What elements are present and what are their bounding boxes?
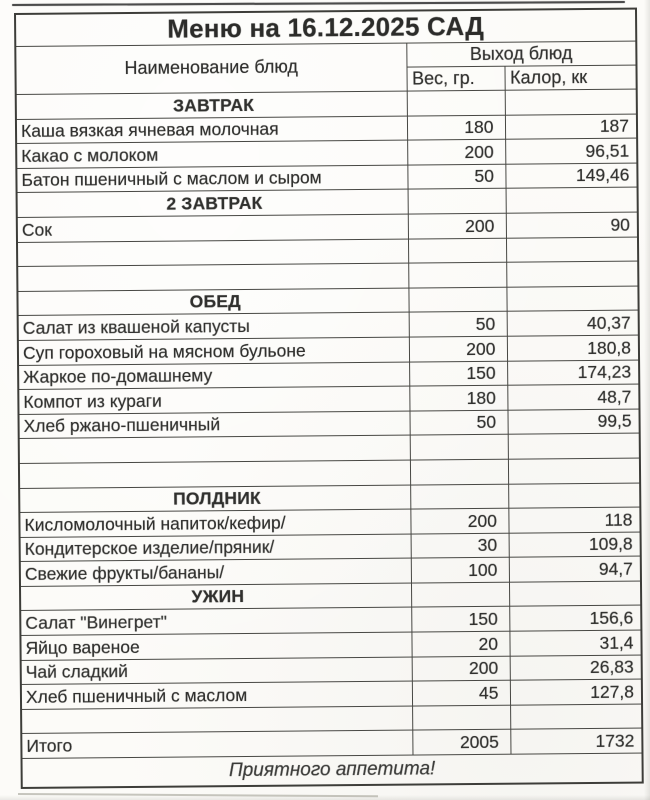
weight-value: 180 <box>409 385 507 410</box>
dish-name <box>17 263 408 291</box>
calories-value <box>508 458 640 484</box>
dish-name <box>21 706 412 734</box>
section-title: ОБЕД <box>17 288 408 316</box>
menu-body <box>16 89 643 758</box>
weight-value: 180 <box>407 115 505 140</box>
scan-edge-right-shade <box>644 0 650 800</box>
weight-value <box>408 238 506 263</box>
calories-value <box>508 433 640 459</box>
weight-value <box>408 189 506 214</box>
weight-value <box>411 582 509 607</box>
title-row <box>15 9 636 47</box>
calories-value: 31,4 <box>509 630 641 656</box>
weight-value: 200 <box>407 139 505 164</box>
calories-value: 118 <box>508 507 640 533</box>
document-title: Меню на 16.12.2025 САД <box>15 9 636 47</box>
menu-table-footer <box>22 753 643 787</box>
calories-value: 40,37 <box>507 310 639 336</box>
weight-value: 20 <box>411 631 509 656</box>
menu-document <box>14 8 644 789</box>
dish-name: Батон пшеничный с маслом и сыром <box>16 165 407 193</box>
section-title: 2 ЗАВТРАК <box>17 189 408 217</box>
scan-artifact-top-line <box>12 1 625 6</box>
calories-value: 127,8 <box>510 679 642 705</box>
weight-value: 50 <box>409 312 507 337</box>
calories-value: 94,7 <box>509 556 641 582</box>
dish-name <box>17 239 408 267</box>
section-title: ЗАВТРАК <box>16 91 407 119</box>
calories-value: 174,23 <box>507 360 639 386</box>
weight-value: 30 <box>411 533 509 558</box>
calories-value <box>506 237 638 263</box>
weight-value: 200 <box>412 656 510 681</box>
menu-table <box>14 8 644 789</box>
dish-name: Компот из кураги <box>18 386 409 414</box>
calories-value <box>509 581 641 607</box>
calories-value: 99,5 <box>507 409 639 435</box>
calories-value: 48,7 <box>507 384 639 410</box>
calories-value: 109,8 <box>509 532 641 558</box>
weight-value <box>412 705 510 730</box>
calories-value: 1732 <box>510 728 642 754</box>
calories-value: 187 <box>505 114 637 140</box>
weight-value <box>407 90 505 115</box>
weight-value: 200 <box>410 508 508 533</box>
scan-edge-bottom-shade <box>0 795 650 800</box>
weight-value <box>410 484 508 509</box>
calories-value: 149,46 <box>505 163 637 189</box>
calories-value: 26,83 <box>510 655 642 681</box>
calories-value <box>506 286 638 312</box>
dish-name: Сок <box>17 214 408 242</box>
dish-name: Жаркое по-домашнему <box>18 362 409 390</box>
column-header-output-group: Выход блюд <box>406 41 636 67</box>
weight-value: 45 <box>412 680 510 705</box>
weight-value: 50 <box>407 164 505 189</box>
dish-name: Свежие фрукты/бананы/ <box>20 558 411 586</box>
weight-value <box>410 459 508 484</box>
weight-value: 150 <box>409 361 507 386</box>
weight-value <box>410 435 508 460</box>
section-title: УЖИН <box>20 583 411 611</box>
weight-value: 200 <box>409 336 507 361</box>
calories-value <box>506 187 638 213</box>
calories-value: 96,51 <box>505 138 637 164</box>
column-header-calories: Калор, кк <box>504 65 636 90</box>
dish-name: Салат "Винегрет" <box>20 608 411 636</box>
dish-name: Суп гороховый на мясном бульоне <box>18 337 409 365</box>
calories-value <box>508 483 640 509</box>
calories-value <box>505 89 637 115</box>
column-header-dish-name: Наименование блюд <box>15 43 406 94</box>
dish-name: Яйцо вареное <box>20 632 411 660</box>
dish-name: Какао с молоком <box>16 140 407 168</box>
calories-value <box>510 704 642 730</box>
dish-name: Чай сладкий <box>21 657 412 685</box>
weight-value: 200 <box>408 213 506 238</box>
weight-value: 2005 <box>412 730 510 755</box>
dish-name <box>19 460 410 488</box>
weight-value <box>408 262 506 287</box>
bon-appetit-note: Приятного аппетита! <box>22 753 643 787</box>
calories-value: 90 <box>506 212 638 238</box>
menu-table-header <box>15 9 637 95</box>
section-title: ПОЛДНИК <box>19 485 410 513</box>
weight-value: 150 <box>411 607 509 632</box>
dish-name: Хлеб пшеничный с маслом <box>21 681 412 709</box>
weight-value: 50 <box>409 410 507 435</box>
dish-name: Салат из квашеной капусты <box>18 312 409 340</box>
column-header-weight: Вес, гр. <box>406 66 504 91</box>
dish-name: Кисломолочный напиток/кефир/ <box>19 509 410 537</box>
weight-value: 100 <box>411 557 509 582</box>
weight-value <box>408 287 506 312</box>
dish-name: Хлеб ржано-пшеничный <box>19 411 410 439</box>
dish-name: Каша вязкая ячневая молочная <box>16 116 407 144</box>
calories-value: 180,8 <box>507 335 639 361</box>
total-label: Итого <box>21 730 412 758</box>
calories-value: 156,6 <box>509 606 641 632</box>
dish-name <box>19 435 410 463</box>
dish-name: Кондитерское изделие/пряник/ <box>20 534 411 562</box>
calories-value <box>506 261 638 287</box>
footer-row <box>22 753 643 787</box>
